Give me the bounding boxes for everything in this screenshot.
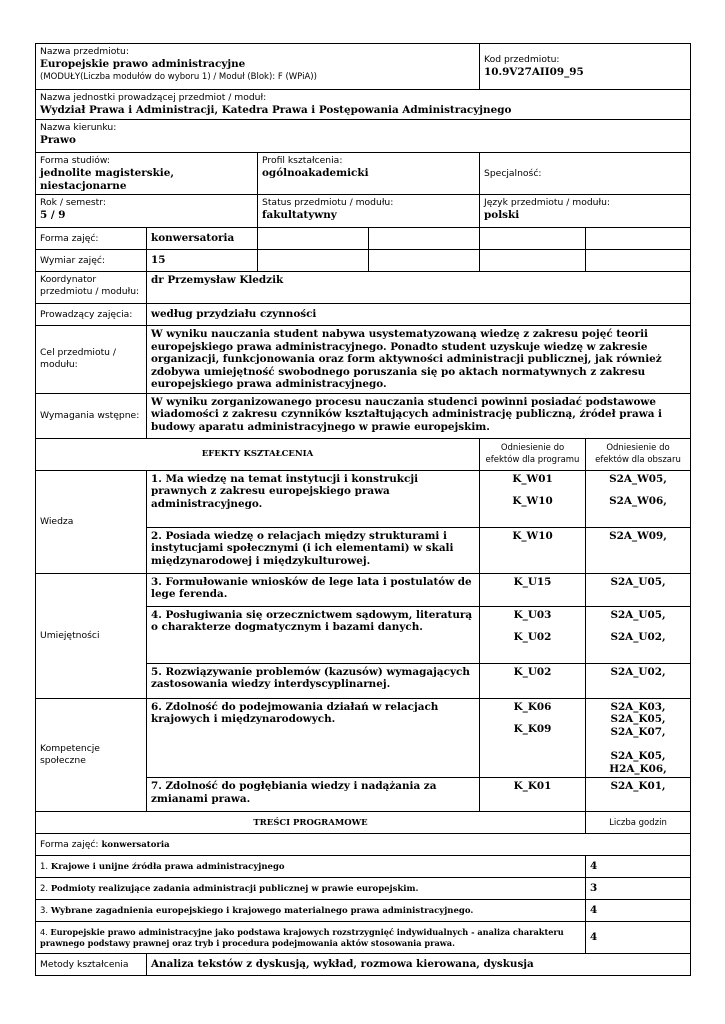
topic-number: 3. xyxy=(40,905,49,916)
effect-program-codes xyxy=(480,606,586,663)
language-label: Język przedmiotu / modułu: xyxy=(484,197,611,208)
empty-cell xyxy=(369,250,480,272)
program-code: K_U03 xyxy=(513,608,552,621)
teacher-label: Prowadzący zajęcia: xyxy=(36,304,147,326)
effect-program-codes xyxy=(480,698,586,778)
code-label: Kod przedmiotu: xyxy=(484,54,560,66)
teacher-value: według przydziału czynności xyxy=(147,304,691,326)
requirements-label: Wymagania wstępne: xyxy=(36,393,147,438)
effects-title: EFEKTY KSZTAŁCENIA xyxy=(36,438,480,470)
content-hours-header: Liczba godzin xyxy=(586,812,691,834)
effect-area-codes xyxy=(586,698,691,778)
effects-program-header: Odniesienie do efektów dla programu xyxy=(480,438,586,470)
code-value: 10.9V27AII09_95 xyxy=(484,66,584,79)
empty-cell xyxy=(586,250,691,272)
goal-label: Cel przedmiotu / modułu: xyxy=(36,326,147,394)
content-form-value: konwersatoria xyxy=(101,839,170,850)
program-code: K_U02 xyxy=(513,631,552,643)
topic-text: Wybrane zagadnienia europejskiego i krajowego materialnego prawa administracyjnego. xyxy=(50,905,474,916)
coordinator-value: dr Przemysław Kledzik xyxy=(147,272,691,304)
area-code: S2A_K07, xyxy=(610,725,666,738)
program-code: K_K09 xyxy=(513,723,552,735)
area-code: S2A_K03, xyxy=(610,700,666,713)
subject-name: Europejskie prawo administracyjne xyxy=(40,58,246,70)
code-cell xyxy=(480,44,691,90)
status-label: Status przedmiotu / modułu: xyxy=(262,197,394,208)
area-code: S2A_U05, xyxy=(610,608,666,621)
unit-value: Wydział Prawa i Administracji, Katedra Prawa i Postępowania Administracyjnego xyxy=(40,104,512,116)
effects-group-knowledge: Wiedza xyxy=(36,470,147,573)
subject-module: (MODUŁY(Liczba modułów do wyboru 1) / Moduł (Blok): F (WPiA)) xyxy=(40,71,317,82)
topic-hours: 4 xyxy=(586,900,691,922)
year-value: 5 / 9 xyxy=(40,209,66,221)
topic-hours: 4 xyxy=(586,856,691,878)
content-title: TREŚCI PROGRAMOWE xyxy=(36,812,586,834)
coordinator-label: Koordynator przedmiotu / modułu: xyxy=(36,272,147,304)
field-value: Prawo xyxy=(40,134,76,146)
study-form-label: Forma studiów: xyxy=(40,155,111,166)
methods-value: Analiza tekstów z dyskusją, wykład, rozmowa kierowana, dyskusja xyxy=(147,954,691,976)
spacer xyxy=(590,738,686,750)
status-value: fakultatywny xyxy=(262,209,337,221)
study-form-value: jednolite magisterskie, niestacjonarne xyxy=(40,167,174,192)
topic-hours: 4 xyxy=(586,922,691,954)
status-cell xyxy=(258,195,480,228)
empty-cell xyxy=(369,228,480,250)
program-code: K_U15 xyxy=(480,573,586,606)
unit-label: Nazwa jednostki prowadzącej przedmiot / moduł: xyxy=(40,92,267,103)
effect-item: 3. Formułowanie wniosków de lege lata i postulatów de lege ferenda. xyxy=(147,573,480,606)
requirements-value: W wyniku zorganizowanego procesu nauczania studenci powinni posiadać podstawowe wiadomości z zakresu czynników kształtujących administrację publiczną, źródeł prawa i budowy aparatu administracyjnego w prawie europejskim. xyxy=(147,393,691,438)
topic-text: Podmioty realizujące zadania administracji publicznej w prawie europejskim. xyxy=(50,883,419,894)
program-code: K_K06 xyxy=(513,700,552,713)
field-cell xyxy=(36,120,691,153)
study-form-cell xyxy=(36,153,258,195)
language-value: polski xyxy=(484,209,520,221)
empty-cell xyxy=(480,250,586,272)
topic-hours: 3 xyxy=(586,878,691,900)
class-form-value: konwersatoria xyxy=(147,228,258,250)
topic-row xyxy=(36,900,586,922)
area-code: S2A_W06, xyxy=(609,495,667,507)
empty-cell xyxy=(586,228,691,250)
syllabus-table xyxy=(35,43,691,976)
program-code: K_U02 xyxy=(480,663,586,698)
language-cell xyxy=(480,195,691,228)
profile-value: ogólnoakademicki xyxy=(262,167,369,179)
topic-row xyxy=(36,856,586,878)
methods-label: Metody kształcenia xyxy=(36,954,147,976)
effect-program-codes xyxy=(480,470,586,527)
area-code: S2A_W09, xyxy=(586,527,691,573)
area-code: S2A_K05, xyxy=(610,750,666,762)
hours-label: Wymiar zajęć: xyxy=(36,250,147,272)
area-code: H2A_K06, xyxy=(609,762,667,775)
field-label: Nazwa kierunku: xyxy=(40,122,117,133)
effect-area-codes xyxy=(586,606,691,663)
year-label: Rok / semestr: xyxy=(40,197,106,208)
effect-area-codes xyxy=(586,470,691,527)
topic-text: Krajowe i unijne źródła prawa administracyjnego xyxy=(50,861,285,872)
profile-label: Profil kształcenia: xyxy=(262,155,343,166)
effects-group-skills: Umiejętności xyxy=(36,573,147,698)
content-form-cell xyxy=(36,834,691,856)
area-code: S2A_U02, xyxy=(586,663,691,698)
effect-item: 2. Posiada wiedzę o relacjach między strukturami i instytucjami społecznymi (i ich elementami) w skali międzynarodowej i międzykulturowej. xyxy=(147,527,480,573)
subject-label: Nazwa przedmiotu: xyxy=(40,46,129,57)
topic-row xyxy=(36,922,586,954)
specialty-label: Specjalność: xyxy=(484,167,542,179)
class-form-label: Forma zajęć: xyxy=(36,228,147,250)
effects-group-social: Kompetencje społeczne xyxy=(36,698,147,812)
effect-item: 7. Zdolność do pogłębiania wiedzy i nadążania za zmianami prawa. xyxy=(147,778,480,812)
area-code: S2A_K01, xyxy=(586,778,691,812)
area-code: S2A_K05, xyxy=(610,713,666,725)
empty-cell xyxy=(258,250,369,272)
area-code: S2A_U05, xyxy=(586,573,691,606)
effects-area-header: Odniesienie do efektów dla obszaru xyxy=(586,438,691,470)
subject-cell xyxy=(36,44,480,90)
syllabus-sheet xyxy=(35,43,690,976)
year-cell xyxy=(36,195,258,228)
effect-item: 1. Ma wiedzę na temat instytucji i konstrukcji prawnych z zakresu europejskiego prawa administracyjnego. xyxy=(147,470,480,527)
profile-cell xyxy=(258,153,480,195)
topic-row xyxy=(36,878,586,900)
topic-number: 1. xyxy=(40,861,49,872)
empty-cell xyxy=(480,228,586,250)
topic-number: 4. xyxy=(40,926,48,937)
effect-item: 6. Zdolność do podejmowania działań w relacjach krajowych i międzynarodowych. xyxy=(147,698,480,778)
program-code: K_W01 xyxy=(512,472,553,485)
area-code: S2A_W05, xyxy=(609,472,667,485)
effect-item: 4. Posługiwania się orzecznictwem sądowym, literaturą o charakterze dogmatycznym i bazami danych. xyxy=(147,606,480,663)
goal-value: W wyniku nauczania student nabywa usystematyzowaną wiedzę z zakresu pojęć teorii europejskiego prawa administracyjnego. Ponadto student uzyskuje wiedzę w zakresie organizacji, funkcjonowania oraz form aktywności administracji publicznej, jak również zdobywa umiejętność swobodnego poruszania się po aktach normatywnych z zakresu europejskiego prawa administracyjnego. xyxy=(147,326,691,394)
program-code: K_W10 xyxy=(480,527,586,573)
topic-number: 2. xyxy=(40,883,49,894)
program-code: K_W10 xyxy=(512,495,553,507)
area-code: S2A_U02, xyxy=(610,631,666,643)
content-form-label: Forma zajęć: xyxy=(40,838,99,850)
effect-item: 5. Rozwiązywanie problemów (kazusów) wymagających zastosowania wiedzy interdyscyplinarnej. xyxy=(147,663,480,698)
program-code: K_K01 xyxy=(480,778,586,812)
topic-text: Europejskie prawo administracyjne jako podstawa krajowych rozstrzygnięć indywidualnych - analiza charakteru prawnego podstawy prawnej oraz tryb i procedura podejmowania aktów stosowania prawa. xyxy=(40,926,564,948)
empty-cell xyxy=(258,228,369,250)
specialty-cell xyxy=(480,153,691,195)
hours-value: 15 xyxy=(147,250,258,272)
unit-cell xyxy=(36,90,691,120)
